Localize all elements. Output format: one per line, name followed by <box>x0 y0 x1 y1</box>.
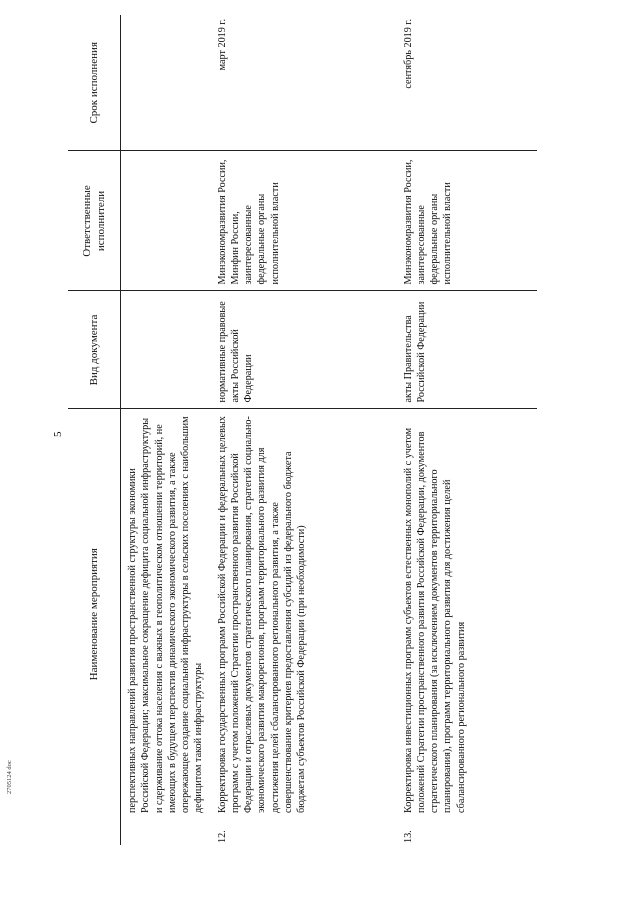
row-deadline <box>121 15 211 151</box>
rotated-page <box>40 0 640 865</box>
row-name: Корректировка инвестиционных программ субъектов естественных монополий с учетом положений Стратегии пространственного развития Российской Федерации, документов стратегического планирования (за исключением документов территориального планирования), программ территориального развития для достижения целей сбалансированного регионального развития <box>402 427 467 813</box>
row-doc-type <box>121 291 211 409</box>
row-number: 13. <box>402 830 414 843</box>
header-deadline: Срок исполнения <box>68 15 121 151</box>
header-num <box>68 819 121 845</box>
table-row <box>397 15 537 845</box>
row-responsible: Минэкономразвития России, заинтересованные федеральные органы исполнительной власти <box>397 151 537 291</box>
row-responsible <box>121 151 211 291</box>
row-deadline: сентябрь 2019 г. <box>397 15 537 151</box>
row-number <box>121 819 211 845</box>
measures-table <box>68 15 537 845</box>
row-number: 12. <box>216 830 228 843</box>
row-deadline: март 2019 г. <box>211 15 397 151</box>
row-doc-type: нормативные правовые акты Российской Федерации <box>211 291 397 409</box>
document-footer: 2705124 doc <box>6 760 13 794</box>
header-doc-type: Вид документа <box>68 291 121 409</box>
header-name: Наименование мероприятия <box>68 409 121 819</box>
row-name: Корректировка государственных программ Российской Федерации и федеральных целевых программ с учетом положений Стратегии пространственного развития Российской Федерации и отраслевых документов стратегического планирования, стратегий социально-экономического развития макрорегионов, программ территориального развития для достижения целей сбалансированного регионального развития, а также совершенствование критериев предоставления субсидий из федерального бюджета бюджетам субъектов Российской Федерации (при необходимости) <box>216 416 307 813</box>
table-header-row <box>68 15 121 845</box>
header-responsible: Ответственные исполнители <box>68 151 121 291</box>
row-name: перспективных направлений развития пространственной структуры экономики Российской Федерации; максимальное сокращение дефицита социальной инфраструктуры и сдерживание оттока населения с важных в геополитическом отношении территорий, не имеющих в будущем перспектив динамического экономического развития, а также опережающее создание социальной инфраструктуры в сельских поселениях с наибольшим дефицитом такой инфраструктуры <box>127 416 205 813</box>
table-row <box>121 15 211 845</box>
table-row <box>211 15 397 845</box>
page-number: 5 <box>52 431 64 437</box>
row-doc-type: акты Правительства Российской Федерации <box>397 291 537 409</box>
row-responsible: Минэкономразвития России, Минфин России, заинтересованные федеральные органы исполнительной власти <box>211 151 397 291</box>
